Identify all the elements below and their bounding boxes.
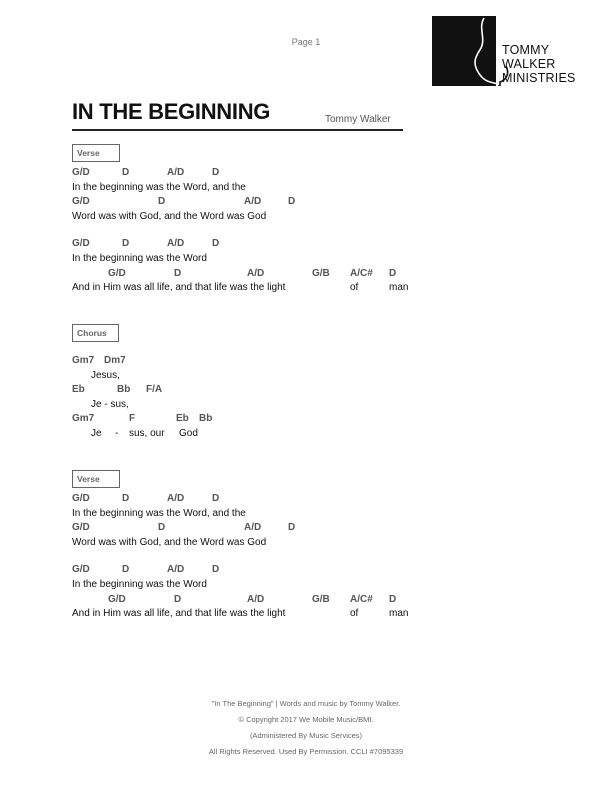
chord: A/D (167, 493, 185, 504)
chord: D (158, 522, 166, 534)
footer-copyright-line: © Copyright 2017 We Mobile Music/BMI. (238, 715, 374, 724)
lyric-text: Word was with God, and the Word was God (72, 210, 267, 222)
logo-line-1: TOMMY (502, 43, 550, 57)
chord: G/D (72, 167, 90, 178)
lyric-text: Je - sus, (91, 398, 129, 410)
chord: Dm7 (104, 355, 126, 366)
section-tag-verse: Verse (72, 144, 120, 162)
footer-rights-line: All Rights Reserved. Used By Permission. CCLI #7095339 (208, 747, 404, 756)
chord: D (389, 267, 397, 279)
chord: A/D (167, 167, 185, 178)
lyric-line (72, 537, 546, 552)
chord-line (72, 384, 546, 399)
chord: G/D (108, 267, 126, 279)
chord: A/D (167, 238, 185, 250)
chord: D (122, 167, 130, 178)
tag-gap (72, 347, 546, 355)
chord-line (72, 564, 546, 579)
chord: Bb (199, 413, 213, 425)
chord: A/D (247, 267, 265, 279)
chord: D (389, 593, 397, 605)
chord: A/D (247, 593, 265, 605)
lyric-text: Word was with God, and the Word was God (72, 536, 267, 548)
chord: Gm7 (72, 413, 95, 425)
chord-line (72, 522, 546, 537)
logo-text (502, 43, 576, 85)
verse-section-2 (72, 469, 546, 623)
page-number: Page 1 (291, 37, 321, 47)
song-title: IN THE BEGINNING (72, 99, 271, 124)
footer-credit-line: "In The Beginning" | Words and music by Tommy Walker. (211, 699, 401, 708)
lyric-text: of (350, 608, 359, 620)
lyric-text: man (389, 282, 409, 294)
section-tag-chorus: Chorus (72, 324, 119, 342)
copyright-footer (0, 696, 612, 760)
lyric-line (72, 253, 546, 268)
chord: D (288, 196, 296, 208)
logo-line-2: WALKER (502, 57, 556, 71)
chord: Bb (117, 384, 131, 396)
verse-section-1 (72, 143, 546, 297)
lyric-text: God (179, 427, 198, 439)
lyric-line (72, 508, 546, 523)
lyric-text: man (389, 608, 409, 620)
chord: D (122, 238, 130, 250)
section-tag-verse: Verse (72, 470, 120, 488)
lyric-text: Jesus, (91, 369, 120, 381)
chord-line (72, 355, 546, 370)
lyric-text: In the beginning was the Word, and the (72, 181, 246, 193)
chord: A/D (244, 522, 262, 534)
chord: G/B (312, 593, 330, 605)
chord: G/D (72, 522, 90, 534)
chord: D (174, 593, 182, 605)
lyric-text: sus, our (129, 427, 165, 439)
lyric-text: And in Him was all life, and that life was the light (72, 608, 286, 620)
lyric-text: In the beginning was the Word (72, 252, 207, 264)
chord: A/D (244, 196, 262, 208)
lyric-text: And in Him was all life, and that life was the light (72, 282, 286, 294)
chord: A/D (167, 564, 185, 576)
chord: G/D (72, 564, 90, 576)
lyric-line (72, 282, 546, 297)
chord: D (212, 238, 220, 250)
lyric-line (72, 579, 546, 594)
chord: G/D (72, 238, 90, 250)
lyric-text: Je (91, 427, 102, 439)
chord: G/D (72, 493, 90, 504)
chord: D (288, 522, 296, 534)
chord: G/D (108, 593, 126, 605)
chord: Gm7 (72, 355, 95, 366)
lyric-line (72, 608, 546, 623)
lyric-text: of (350, 282, 359, 294)
lyric-line (72, 211, 546, 226)
chord: D (174, 267, 182, 279)
song-author: Tommy Walker (325, 114, 391, 125)
chord: D (158, 196, 166, 208)
chord: D (122, 564, 130, 576)
lyric-line (72, 399, 546, 414)
chord: D (212, 564, 220, 576)
stanza-gap (72, 551, 546, 564)
stanza-gap (72, 225, 546, 238)
lyric-line (72, 370, 546, 385)
chord: D (212, 493, 220, 504)
chord: D (212, 167, 220, 178)
tommy-walker-ministries-logo (432, 16, 577, 86)
logo-line-3: MINISTRIES (502, 71, 576, 85)
lyric-text: In the beginning was the Word, and the (72, 507, 246, 519)
footer-admin-line: (Administered By Music Services) (249, 731, 363, 740)
chord-line (72, 493, 546, 508)
chord-line (72, 268, 546, 283)
chord-line (72, 167, 546, 182)
chord: Eb (176, 413, 189, 425)
chord: D (122, 493, 130, 504)
lyric-line (72, 428, 546, 443)
chord: A/C# (350, 593, 373, 605)
chord: G/B (312, 267, 330, 279)
chord: G/D (72, 196, 90, 208)
chorus-section (72, 323, 546, 443)
chord: Eb (72, 384, 85, 396)
chord-line (72, 238, 546, 253)
lyric-text: - (115, 427, 119, 439)
chord-line (72, 196, 546, 211)
chord: F (129, 413, 136, 425)
chord-line (72, 413, 546, 428)
chord: F/A (146, 384, 163, 396)
chord-line (72, 594, 546, 609)
lyric-line (72, 182, 546, 197)
lyric-text: In the beginning was the Word (72, 578, 207, 590)
title-rule (72, 129, 403, 131)
chord: A/C# (350, 267, 373, 279)
